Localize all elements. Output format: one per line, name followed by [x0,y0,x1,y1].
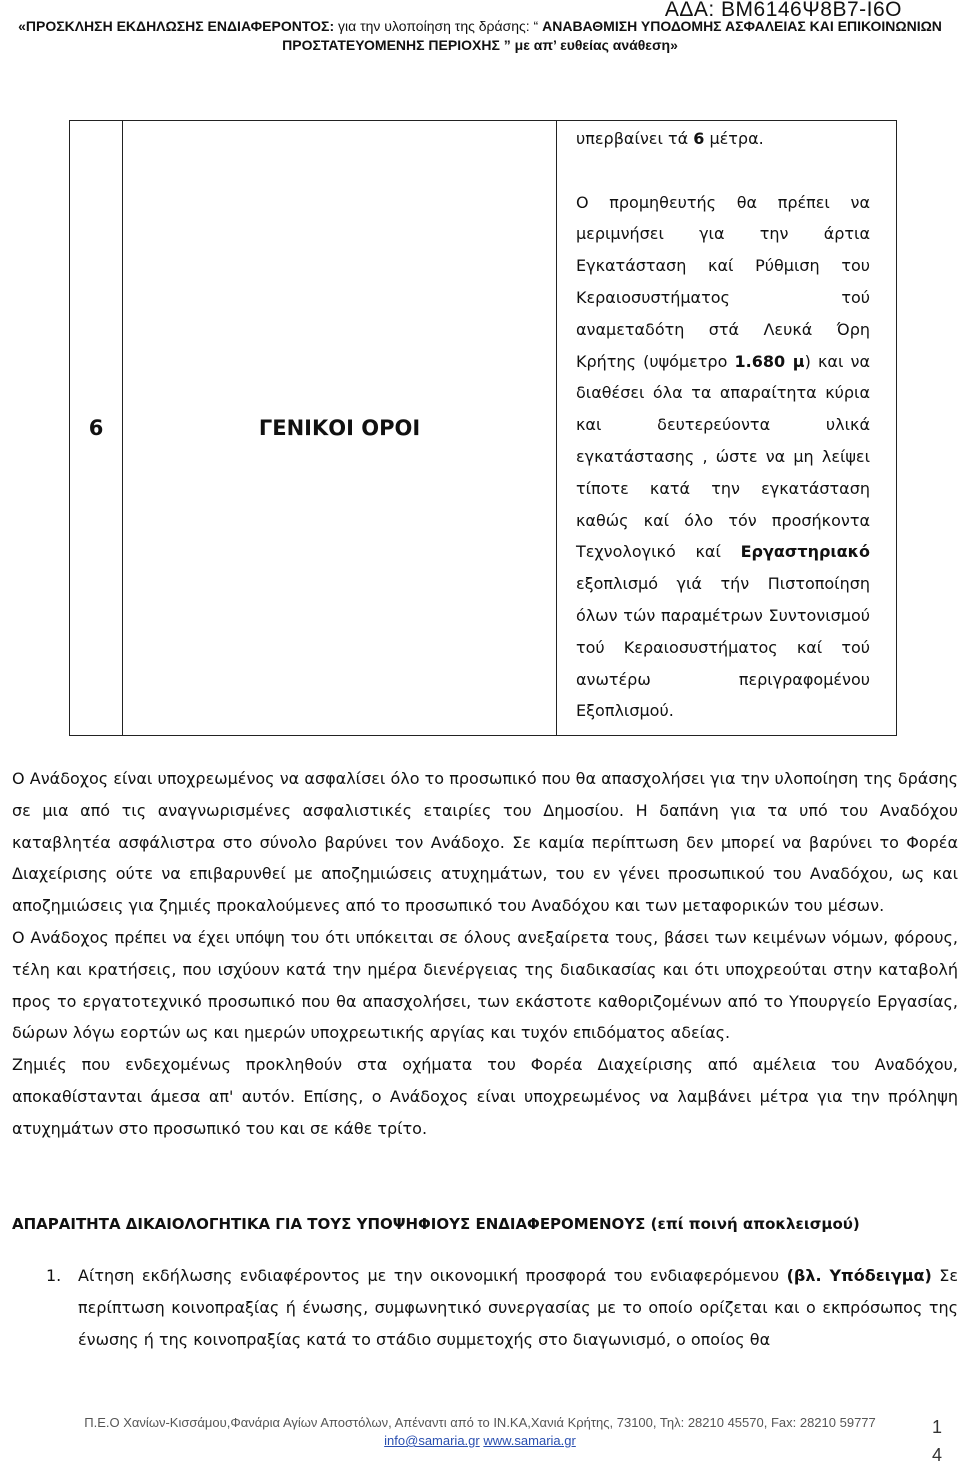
desc-p2-text-e: εξοπλισμό γιά τήν Πιστοποίηση όλων τών παραμέτρων Συντονισμού τού Κεραιοσυστήματος καί τού ανωτέρω περιγραφομένου Εξοπλισμού. [576,574,870,721]
footer-email-link[interactable]: info@samaria.gr [384,1433,480,1448]
page-number-bottom: 4 [931,1445,942,1465]
footer-address: Π.Ε.Ο Χανίων-Κισσάμου,Φανάρια Αγίων Αποστόλων, Απέναντι από το ΙΝ.ΚΑ,Χανιά Κρήτης, 73100, Τηλ: 28210 45570, Fax: 28210 59777 [84,1415,876,1430]
body-text [12,763,958,1145]
header-line-2: ΠΡΟΣΤΑΤΕΥΟΜΕΝΗΣ ΠΕΡΙΟΧΗΣ ” με απ’ ευθείας ανάθεση» [282,37,678,53]
body-paragraph-2: Ο Ανάδοχος πρέπει να έχει υπόψη του ότι υπόκειται σε όλους ανεξαίρετα τους, βάσει των κειμένων νόμων, φόρους, τέλη και κρατήσεις, που ισχύουν κατά την ημέρα διενέργειας της διαδικασίας και ότι υποχρεούται στην καταβολή προς το εργατοτεχνικό προσωπικό που θα απασχολήσει, των εκάστοτε καθοριζομένων από το Υπουργείο Εργασίας, δώρων λόγω εορτών ως και ημερών υποχρεωτικής αργίας και τυχόν επιδόματος αδείας. [12,927,958,1043]
row-description [557,121,897,736]
header-line-1 [0,18,960,34]
list-item-text [78,1260,958,1356]
requirements-title-main: ΑΠΑΡΑΙΤΗΤΑ ΔΙΚΑΙΟΛΟΓΗΤΙΚΑ ΓΙΑ ΤΟΥΣ ΥΠΟΨΗΦΙΟΥΣ ΕΝΔΙΑΦΕΡΟΜΕΝΟΥΣ [12,1215,646,1233]
list-item-text-a: Αίτηση εκδήλωσης ενδιαφέροντος με την οικονομική προσφορά του ενδιαφερόμενου [78,1266,787,1285]
row-title: ΓΕΝΙΚΟΙ ΟΡΟΙ [123,121,557,736]
requirements-title [12,1210,958,1238]
list-item-number: 1. [46,1266,62,1285]
requirements-title-note: (επί ποινή αποκλεισμού) [645,1215,860,1233]
header-bold-b: ΑΝΑΒΑΘΜΙΣΗ ΥΠΟΔΟΜΗΣ ΑΣΦΑΛΕΙΑΣ ΚΑΙ ΕΠΙΚΟΙΝΩΝΙΩΝ [542,18,942,34]
desc-p2-altitude: 1.680 μ [734,351,805,371]
terms-table [69,120,897,736]
desc-p1-text-end: μέτρα. [704,129,764,148]
ada-code: ΑΔΑ: ΒΜ6146Ψ8Β7-Ι6Ο [664,0,902,21]
desc-paragraph-1 [576,123,870,155]
list-item-text-c: Σε περίπτωση κοινοπραξίας ή ένωσης, συμφωνητικό συνεργασίας με το οποίο ορίζεται και ο εκπρόσωπος της ένωσης ή της κοινοπραξίας κατά το στάδιο συμμετοχής στο διαγωνισμό, ο οποίος θα [78,1266,959,1349]
requirements-list [12,1260,958,1356]
desc-p1-bold: 6 [693,129,705,148]
body-paragraph-3: Ζημιές που ενδεχομένως προκληθούν στα οχήματα του Φορέα Διαχείρισης από αμέλεια του Αναδόχου, αποκαθίστανται άμεσα απ' αυτόν. Επίσης, ο Ανάδοχος είναι υποχρεωμένος να λαμβάνει μέτρα για την πρόληψη ατυχημάτων στο προσωπικό του και σε κάθε τρίτο. [12,1055,958,1138]
footer-links [0,1432,960,1450]
row-number: 6 [70,121,123,736]
header-bold-a: «ΠΡΟΣΚΛΗΣΗ ΕΚΔΗΛΩΣΗΣ ΕΝΔΙΑΦΕΡΟΝΤΟΣ: [18,18,335,34]
list-item-template-ref: (βλ. Υπόδειγμα) [786,1266,932,1285]
page-number-top: 1 [931,1417,942,1437]
desc-p2-bold-lab: Εργαστηριακό [740,542,870,562]
footer-website-link[interactable]: www.samaria.gr [483,1433,576,1448]
footer [0,1414,960,1450]
desc-paragraph-2 [576,187,870,728]
desc-p2-text-a: Ο προμηθευτής θα πρέπει να μεριμνήσει για την άρτια Εγκατάσταση καί Ρύθμιση του Κεραιοσυστήματος τού αναμεταδότη στά Λευκά Όρη Κρήτης (υψόμετρο [576,192,870,371]
page-number [932,1413,942,1469]
desc-p2-text-c: ) και να διαθέσει όλα τα απαραίτητα κύρια και δευτερεύοντα υλικά εγκατάστασης , ώστε να μη λείψει τίποτε κατά την εγκατάσταση καθώς καί όλο τόν προσήκοντα Τεχνολογικό καί [576,351,871,562]
body-paragraph-1: Ο Ανάδοχος είναι υποχρεωμένος να ασφαλίσει όλο το προσωπικό που θα απασχολήσει για την υλοποίηση της δράσης σε μια από τις αναγνωρισμένες ασφαλιστικές εταιρίες του Δημοσίου. Η δαπάνη για τα υπό του Αναδόχου καταβλητέα ασφάλιστρα στο σύνολο βαρύνει τον Ανάδοχο. Σε καμία περίπτωση δεν μπορεί να βαρύνει το Φορέα Διαχείρισης ούτε να επιβαρυνθεί με αποζημιώσεις ατυχημάτων, του εν γένει προσωπικού του Αναδόχου, ως και αποζημιώσεις για ζημιές προκαλούμενες από το προσωπικό του Αναδόχου και των μεταφορικών του μέσων. [12,769,958,916]
desc-p1-text: υπερβαίνει τά [576,129,694,148]
list-item [12,1260,958,1356]
header-normal: για την υλοποίηση της δράσης: “ [334,18,543,34]
